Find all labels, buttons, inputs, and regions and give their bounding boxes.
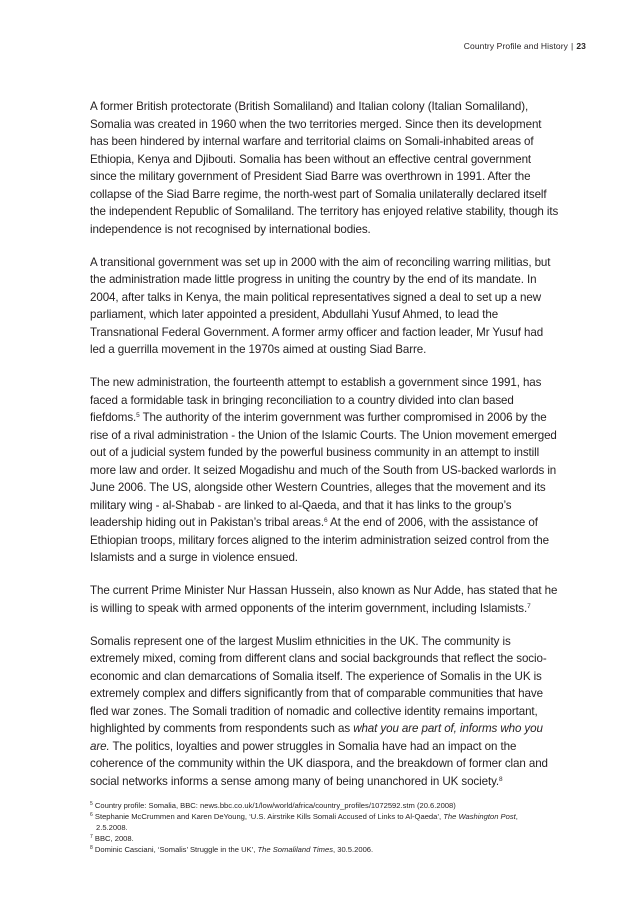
footnote-8-source: The Somaliland Times bbox=[257, 845, 334, 854]
footnote-ref-6: 6 bbox=[324, 517, 328, 524]
header-separator: | bbox=[571, 41, 574, 51]
footnote-ref-8: 8 bbox=[499, 775, 503, 783]
footnote-6-number: 6 bbox=[90, 812, 93, 818]
paragraph-1: A former British protectorate (British Somaliland) and Italian colony (Italian Somaliland), Somalia was created in 1960 when the two territories merged. Since then its development has been hindered by internal warfare and territorial claims on Somali-inhabited areas of Ethiopia, Kenya and Djibouti. Somalia has been without an effective central government since the military government of President Siad Barre was overthrown in 1991. After the collapse of the Siad Barre regime, the north-west part of Somalia unilaterally declared itself the independent Republic of Somaliland. The territory has enjoyed relative stability, though its independence is not recognised by international bodies. bbox=[90, 100, 559, 236]
footnote-7-text: BBC, 2008. bbox=[94, 834, 134, 843]
footnote-8 bbox=[90, 844, 560, 855]
running-header bbox=[464, 41, 586, 51]
footnotes bbox=[90, 800, 560, 855]
footnote-6-source: The Washington Post bbox=[443, 812, 516, 821]
footnote-8-number: 8 bbox=[90, 845, 93, 851]
paragraph-4-text: The current Prime Minister Nur Hassan Hussein, also known as Nur Adde, has stated that he is willing to speak with armed opponents of the interim government, including Islamists. bbox=[90, 584, 558, 615]
footnote-7-number: 7 bbox=[90, 834, 93, 840]
page-number: 23 bbox=[576, 41, 586, 51]
paragraph-5-text-a: Somalis represent one of the largest Muslim ethnicities in the UK. The community is extremely mixed, coming from different clans and social backgrounds that reflect the socio-economic and clan demarcations of Somalia itself. The experience of Somalis in the UK is extremely complex and differs significantly from that of comparable communities that have fled war zones. The Somali tradition of nomadic and collective identity remains important, highlighted by comments from respondents such as bbox=[90, 634, 547, 735]
paragraph-3 bbox=[90, 374, 560, 567]
footnote-5-text: Country profile: Somalia, BBC: news.bbc.co.uk/1/low/world/africa/country_profiles/1072592.stm (20.6.2008) bbox=[94, 801, 456, 810]
header-title: Country Profile and History bbox=[463, 41, 569, 51]
footnote-6 bbox=[90, 811, 560, 833]
footnote-7 bbox=[90, 833, 560, 844]
footnote-6-date: 2.5.2008. bbox=[96, 823, 128, 832]
respondent-quote: what you are part of, informs who you are. bbox=[90, 722, 543, 753]
paragraph-5-text-b: The politics, loyalties and power struggles in Somalia have had an impact on the coherence of the community within the UK diaspora, and the breakdown of former clan and social networks informs a sense among many of being unanchored in UK society. bbox=[90, 739, 548, 788]
footnote-8-text-b: , 30.5.2006. bbox=[333, 845, 374, 854]
paragraph-5 bbox=[90, 633, 560, 791]
paragraph-3-text-a: The new administration, the fourteenth attempt to establish a government since 1991, has faced a formidable task in bringing reconciliation to a country divided into clan based fiefdoms. bbox=[90, 376, 542, 424]
footnote-8-text-a: Dominic Casciani, ‘Somalis’ Struggle in the UK’, bbox=[94, 845, 258, 854]
footnote-ref-5: 5 bbox=[136, 412, 140, 419]
footnote-5 bbox=[90, 800, 560, 811]
paragraph-3-text-b: The authority of the interim government was further compromised in 2006 by the rise of a rival administration - the Union of the Islamic Courts. The Union movement emerged out of a judicial system funded by the powerful business community in an attempt to instill more law and order. It seized Mogadishu and much of the South from US-backed warlords in June 2006. The US, alongside other Western Countries, alleges that the movement and its military wing - al-Shabab - are linked to al-Qaeda, and that it has links to the group’s leadership hiding out in Pakistan’s tribal areas. bbox=[90, 411, 557, 529]
paragraph-4 bbox=[90, 582, 560, 617]
footnote-ref-7: 7 bbox=[527, 602, 531, 610]
footnote-5-number: 5 bbox=[90, 801, 93, 807]
footnote-6-text-a: Stephanie McCrummen and Karen DeYoung, ‘U.S. Airstrike Kills Somali Accused of Links to Al-Qaeda’, bbox=[94, 812, 444, 821]
paragraph-2: A transitional government was set up in 2000 with the aim of reconciling warring militias, but the administration made little progress in uniting the country by the end of its mandate. In 2004, after talks in Kenya, the main political representatives signed a deal to set up a new parliament, which later appointed a president, Abdullahi Yusuf Ahmed, to lead the Transnational Federal Government. A former army officer and faction leader, Mr Yusuf had led a guerrilla movement in the 1970s aimed at ousting Siad Barre. bbox=[90, 255, 551, 356]
paragraph-3-text-c: At the end of 2006, with the assistance of Ethiopian troops, military forces aligned to the interim administration seized control from the Islamists and a surge in violence ensued. bbox=[90, 516, 549, 564]
body-text bbox=[90, 98, 560, 806]
footnote-6-text-b: , bbox=[515, 812, 518, 821]
